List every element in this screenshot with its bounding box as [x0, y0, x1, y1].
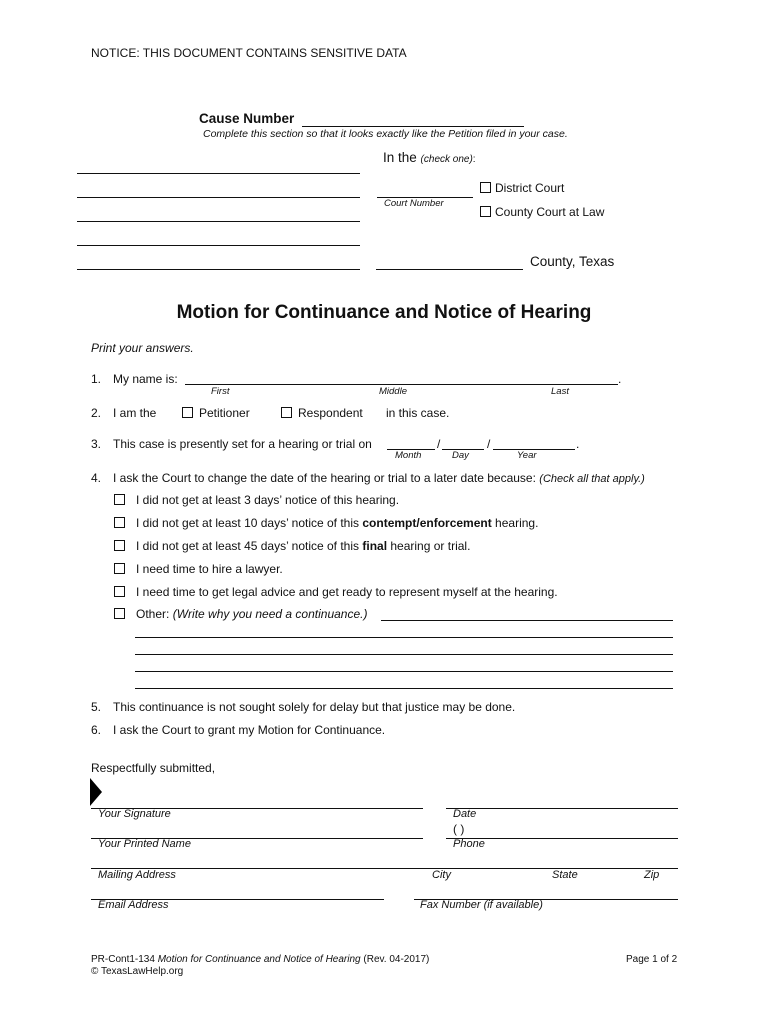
cause-number-label: Cause Number: [199, 111, 295, 126]
item-1-number: 1.: [91, 372, 102, 386]
item-1-text: My name is:: [113, 372, 178, 386]
other-reason-line-4[interactable]: [135, 671, 673, 672]
party-line-3[interactable]: [77, 221, 360, 222]
date-line[interactable]: [446, 808, 678, 809]
item-3-number: 3.: [91, 437, 102, 451]
print-answers-instruction: Print your answers.: [91, 341, 194, 355]
other-reason-line-5[interactable]: [135, 688, 673, 689]
reason-3-days-checkbox[interactable]: [114, 494, 125, 505]
county-texas-label: County, Texas: [530, 254, 615, 269]
mailing-address-line[interactable]: [91, 868, 678, 869]
sensitive-data-notice: NOTICE: THIS DOCUMENT CONTAINS SENSITIVE DATA: [91, 46, 407, 60]
your-printed-name-label: Your Printed Name: [98, 838, 191, 850]
zip-label: Zip: [644, 869, 660, 881]
item-2-text: I am the: [113, 406, 157, 420]
checkbox-icon[interactable]: [480, 206, 491, 217]
phone-area-code: ( ): [453, 822, 465, 836]
reason-10-days-label: I did not get at least 10 days’ notice of this contempt/enforcement hearing.: [136, 516, 539, 530]
reason-45-days-label: I did not get at least 45 days’ notice of this final hearing or trial.: [136, 539, 471, 553]
footer-form-info: PR-Cont1-134 Motion for Continuance and Notice of Hearing (Rev. 04-2017): [91, 954, 430, 965]
reason-45-days-checkbox[interactable]: [114, 540, 125, 551]
page-title: Motion for Continuance and Notice of Hearing: [176, 302, 592, 323]
reason-hire-lawyer-checkbox[interactable]: [114, 563, 125, 574]
date-period: .: [576, 437, 580, 451]
cause-number-field[interactable]: [302, 126, 524, 127]
county-field[interactable]: [376, 269, 523, 270]
county-court-option[interactable]: County Court at Law: [480, 205, 604, 219]
reason-hire-lawyer-label: I need time to hire a lawyer.: [136, 562, 283, 576]
in-this-case-text: in this case.: [386, 406, 450, 420]
item-5-text: This continuance is not sought solely for delay but that justice may be done.: [113, 700, 516, 714]
day-label: Day: [452, 450, 469, 461]
reason-3-days-label: I did not get at least 3 days’ notice of this hearing.: [136, 493, 400, 507]
date-slash: /: [437, 437, 441, 451]
reason-10-days-checkbox[interactable]: [114, 517, 125, 528]
reason-legal-advice-checkbox[interactable]: [114, 586, 125, 597]
date-slash: /: [487, 437, 491, 451]
month-label: Month: [395, 450, 422, 461]
court-number-label: Court Number: [384, 198, 444, 209]
respondent-label: Respondent: [298, 406, 363, 420]
party-line-5[interactable]: [77, 269, 360, 270]
in-the-label: In the (check one):: [383, 150, 476, 165]
city-label: City: [432, 869, 451, 881]
respondent-checkbox[interactable]: [281, 407, 292, 418]
petitioner-checkbox[interactable]: [182, 407, 193, 418]
page-number: Page 1 of 2: [626, 954, 678, 965]
party-line-4[interactable]: [77, 245, 360, 246]
mailing-address-label: Mailing Address: [98, 869, 176, 881]
item-2-number: 2.: [91, 406, 102, 420]
state-label: State: [552, 869, 578, 881]
item-5-number: 5.: [91, 700, 102, 714]
sign-here-arrow-icon: [90, 778, 102, 806]
email-address-label: Email Address: [98, 899, 169, 911]
year-label: Year: [517, 450, 537, 461]
fax-number-label: Fax Number (if available): [420, 899, 543, 911]
item-4-number: 4.: [91, 471, 102, 485]
footer-copyright: © TexasLawHelp.org: [91, 966, 184, 977]
reason-legal-advice-label: I need time to get legal advice and get ready to represent myself at the hearing.: [136, 585, 558, 599]
name-middle-label: Middle: [379, 386, 407, 397]
item-3-text: This case is presently set for a hearing or trial on: [113, 437, 372, 451]
item-6-text: I ask the Court to grant my Motion for Continuance.: [113, 723, 386, 737]
district-court-option[interactable]: District Court: [480, 181, 564, 195]
your-signature-label: Your Signature: [98, 808, 171, 820]
petitioner-label: Petitioner: [199, 406, 250, 420]
name-first-label: First: [211, 386, 230, 397]
item-4-text: I ask the Court to change the date of the hearing or trial to a later date because: (Check all that apply.): [113, 471, 645, 485]
party-line-2[interactable]: [77, 197, 360, 198]
date-label: Date: [453, 808, 477, 820]
respectfully-submitted: Respectfully submitted,: [91, 761, 216, 775]
other-reason-line-2[interactable]: [135, 637, 673, 638]
name-last-label: Last: [551, 386, 569, 397]
item-6-number: 6.: [91, 723, 102, 737]
name-period: .: [618, 372, 622, 386]
cause-instruction: Complete this section so that it looks exactly like the Petition filed in your case.: [203, 128, 568, 140]
other-reason-line-1[interactable]: [381, 620, 673, 621]
phone-label: Phone: [453, 838, 485, 850]
name-field[interactable]: [185, 384, 618, 385]
other-reason-line-3[interactable]: [135, 654, 673, 655]
checkbox-icon[interactable]: [480, 182, 491, 193]
reason-other-checkbox[interactable]: [114, 608, 125, 619]
reason-other-label: Other: (Write why you need a continuance.): [136, 607, 368, 621]
party-line-1[interactable]: [77, 173, 360, 174]
